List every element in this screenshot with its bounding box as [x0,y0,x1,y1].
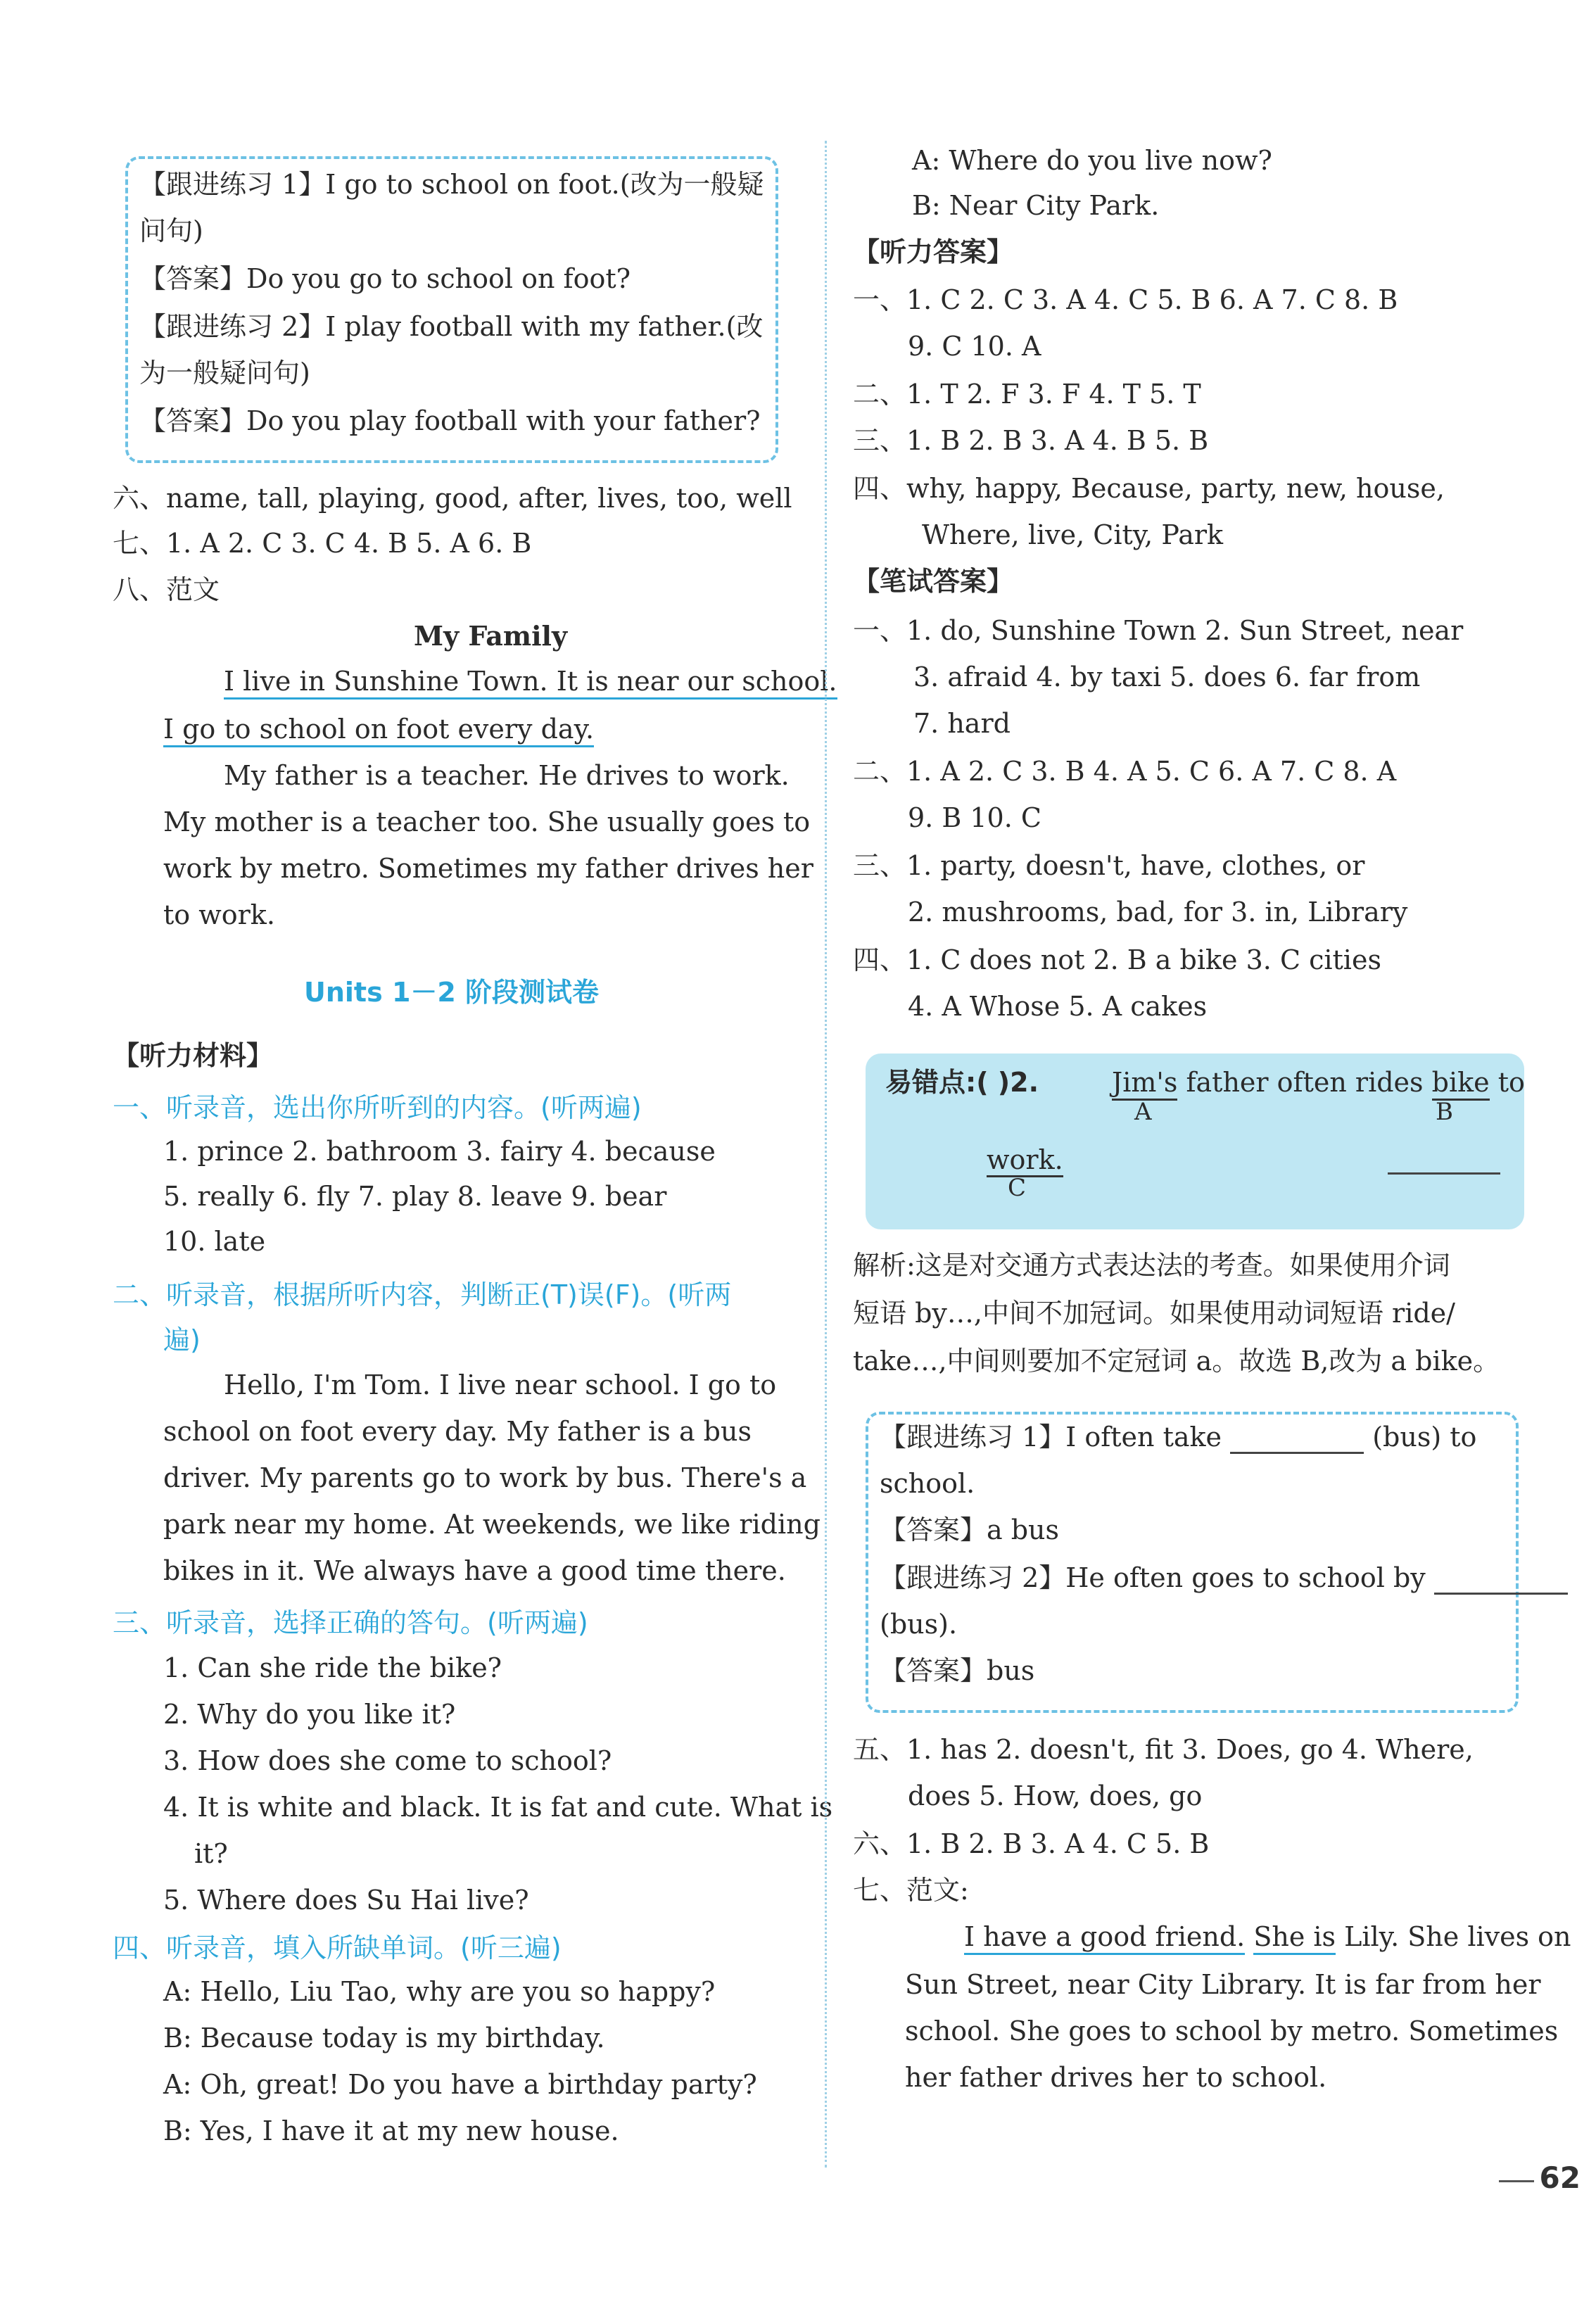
q4-line: B: Because today is my birthday. [163,2023,605,2054]
written-answer-2: 二、1. A 2. C 3. B 4. A 5. C 6. A 7. C 8. A [853,756,1397,787]
q3-line: 5. Where does Su Hai live? [163,1885,529,1916]
essay2-line: her father drives her to school. [905,2062,1327,2093]
essay2-line: I have a good friend. She is Lily. She lives on [964,1920,1571,1954]
q3-line: 4. It is white and black. It is fat and cute. What is [163,1792,833,1823]
written-answer-1b: 3. afraid 4. by taxi 5. does 6. far from [913,662,1421,692]
fill-blank [1434,1569,1568,1595]
listen-answer-1b: 9. C 10. A [908,331,1041,362]
written-answer-7: 七、范文: [853,1875,969,1906]
written-answer-5b: does 5. How, does, go [908,1780,1203,1811]
answer-six: 六、name, tall, playing, good, after, lives, too, well [113,483,792,514]
answer-seven: 七、1. A 2. C 3. C 4. B 5. A 6. B [113,528,532,559]
q2-line: park near my home. At weekends, we like riding [163,1509,821,1540]
common-mistake-label: 易错点:( )2. [885,1067,1039,1098]
listen-answer-4b: Where, live, City, Park [922,519,1224,550]
written-answer-1: 一、1. do, Sunshine Town 2. Sun Street, near [853,615,1464,646]
listen-material-heading: 【听力材料】 [113,1040,274,1071]
written-answer-5: 五、1. has 2. doesn't, fit 3. Does, go 4. Where, [853,1734,1474,1765]
essay-title: My Family [414,620,568,652]
practice-line: 【跟进练习 1】I go to school on foot.(改为一般疑 [139,169,764,200]
practice-line: 【跟进练习 2】He often goes to school by [880,1561,1568,1595]
common-mistake-sentence: Jim's father often rides bike to [1112,1065,1525,1099]
q3-line: 1. Can she ride the bike? [163,1652,502,1683]
practice-line: (bus). [880,1609,958,1640]
written-answer-4: 四、1. C does not 2. B a bike 3. C cities [853,944,1381,975]
listen-answer-1: 一、1. C 2. C 3. A 4. C 5. B 6. A 7. C 8. B [853,284,1398,315]
common-mistake-work: work. [987,1143,1063,1177]
page-number: 62 [1539,2160,1581,2195]
written-answer-2b: 9. B 10. C [908,802,1041,833]
page-number-dash [1499,2180,1534,2182]
q1-heading: 一、听录音，选出你所听到的内容。(听两遍) [113,1092,642,1123]
q3-line: 3. How does she come to school? [163,1745,612,1776]
essay2-line: Sun Street, near City Library. It is far from her [905,1969,1541,2000]
listen-answer-3: 三、1. B 2. B 3. A 4. B 5. B [853,425,1209,456]
q3-line: it? [194,1838,228,1869]
essay-line: I live in Sunshine Town. It is near our school. [224,664,837,698]
q1-line: 10. late [163,1226,266,1257]
q1-line: 5. really 6. fly 7. play 8. leave 9. bear [163,1181,667,1212]
practice-line: school. [880,1468,975,1499]
column-divider [825,141,827,2168]
analysis-line: 短语 by…,中间不加冠词。如果使用动词短语 ride/ [853,1298,1455,1329]
analysis-line: take…,中间则要加不定冠词 a。故选 B,改为 a bike。 [853,1346,1500,1377]
q4-line: A: Hello, Liu Tao, why are you so happy? [163,1976,716,2007]
q4-line: B: Yes, I have it at my new house. [163,2115,619,2146]
q2-line: Hello, I'm Tom. I live near school. I go to [224,1369,777,1400]
q1-line: 1. prince 2. bathroom 3. fairy 4. because [163,1136,716,1167]
unit-title: Units 1－2 阶段测试卷 [304,977,600,1008]
q2-line: driver. My parents go to work by bus. There's a [163,1462,807,1493]
mistake-letter-b: B [1436,1098,1453,1126]
mistake-letter-c: C [1008,1174,1027,1202]
mistake-letter-a: A [1134,1098,1152,1126]
practice-line: 【跟进练习 1】I often take (bus) to [880,1422,1477,1453]
answer-blank [1388,1172,1500,1175]
written-answer-3b: 2. mushrooms, bad, for 3. in, Library [908,897,1408,928]
essay-line: to work. [163,899,275,930]
written-answer-heading: 【笔试答案】 [853,566,1014,597]
q2-heading-cont: 遍) [163,1324,201,1355]
q3-line: 2. Why do you like it? [163,1699,456,1730]
listen-answer-2: 二、1. T 2. F 3. F 4. T 5. T [853,379,1201,410]
answer-eight: 八、范文 [113,574,220,605]
q2-line: bikes in it. We always have a good time there. [163,1555,786,1586]
dialog-line: A: Where do you live now? [912,145,1272,176]
q4-line: A: Oh, great! Do you have a birthday party? [163,2069,757,2100]
essay-line: I go to school on foot every day. [163,712,594,746]
q4-heading: 四、听录音，填入所缺单词。(听三遍) [113,1932,562,1963]
written-answer-6: 六、1. B 2. B 3. A 4. C 5. B [853,1828,1210,1859]
q3-heading: 三、听录音，选择正确的答句。(听两遍) [113,1607,588,1638]
practice-line: 问句) [139,215,203,246]
written-answer-1c: 7. hard [913,708,1011,739]
listen-answer-4: 四、why, happy, Because, party, new, house, [853,473,1445,504]
practice-line: 【答案】a bus [880,1514,1060,1545]
q2-heading: 二、听录音，根据所听内容，判断正(T)误(F)。(听两 [113,1279,732,1310]
practice-line: 【答案】Do you play football with your father? [139,405,761,436]
fill-blank [1230,1428,1364,1454]
essay-line: work by metro. Sometimes my father drives her [163,853,813,884]
essay-line: My father is a teacher. He drives to work. [224,760,790,791]
practice-line: 【答案】bus [880,1655,1035,1686]
q2-line: school on foot every day. My father is a bus [163,1416,752,1447]
essay-line: My mother is a teacher too. She usually goes to [163,806,811,837]
dialog-line: B: Near City Park. [912,190,1160,221]
practice-line: 【跟进练习 2】I play football with my father.(改 [139,311,764,342]
written-answer-4b: 4. A Whose 5. A cakes [908,991,1208,1022]
practice-line: 为一般疑问句) [139,357,310,388]
analysis-line: 解析:这是对交通方式表达法的考查。如果使用介词 [853,1250,1450,1281]
practice-line: 【答案】Do you go to school on foot? [139,263,631,294]
written-answer-3: 三、1. party, doesn't, have, clothes, or [853,850,1365,881]
listen-answer-heading: 【听力答案】 [853,236,1014,267]
essay2-line: school. She goes to school by metro. Sometimes [905,2016,1559,2046]
